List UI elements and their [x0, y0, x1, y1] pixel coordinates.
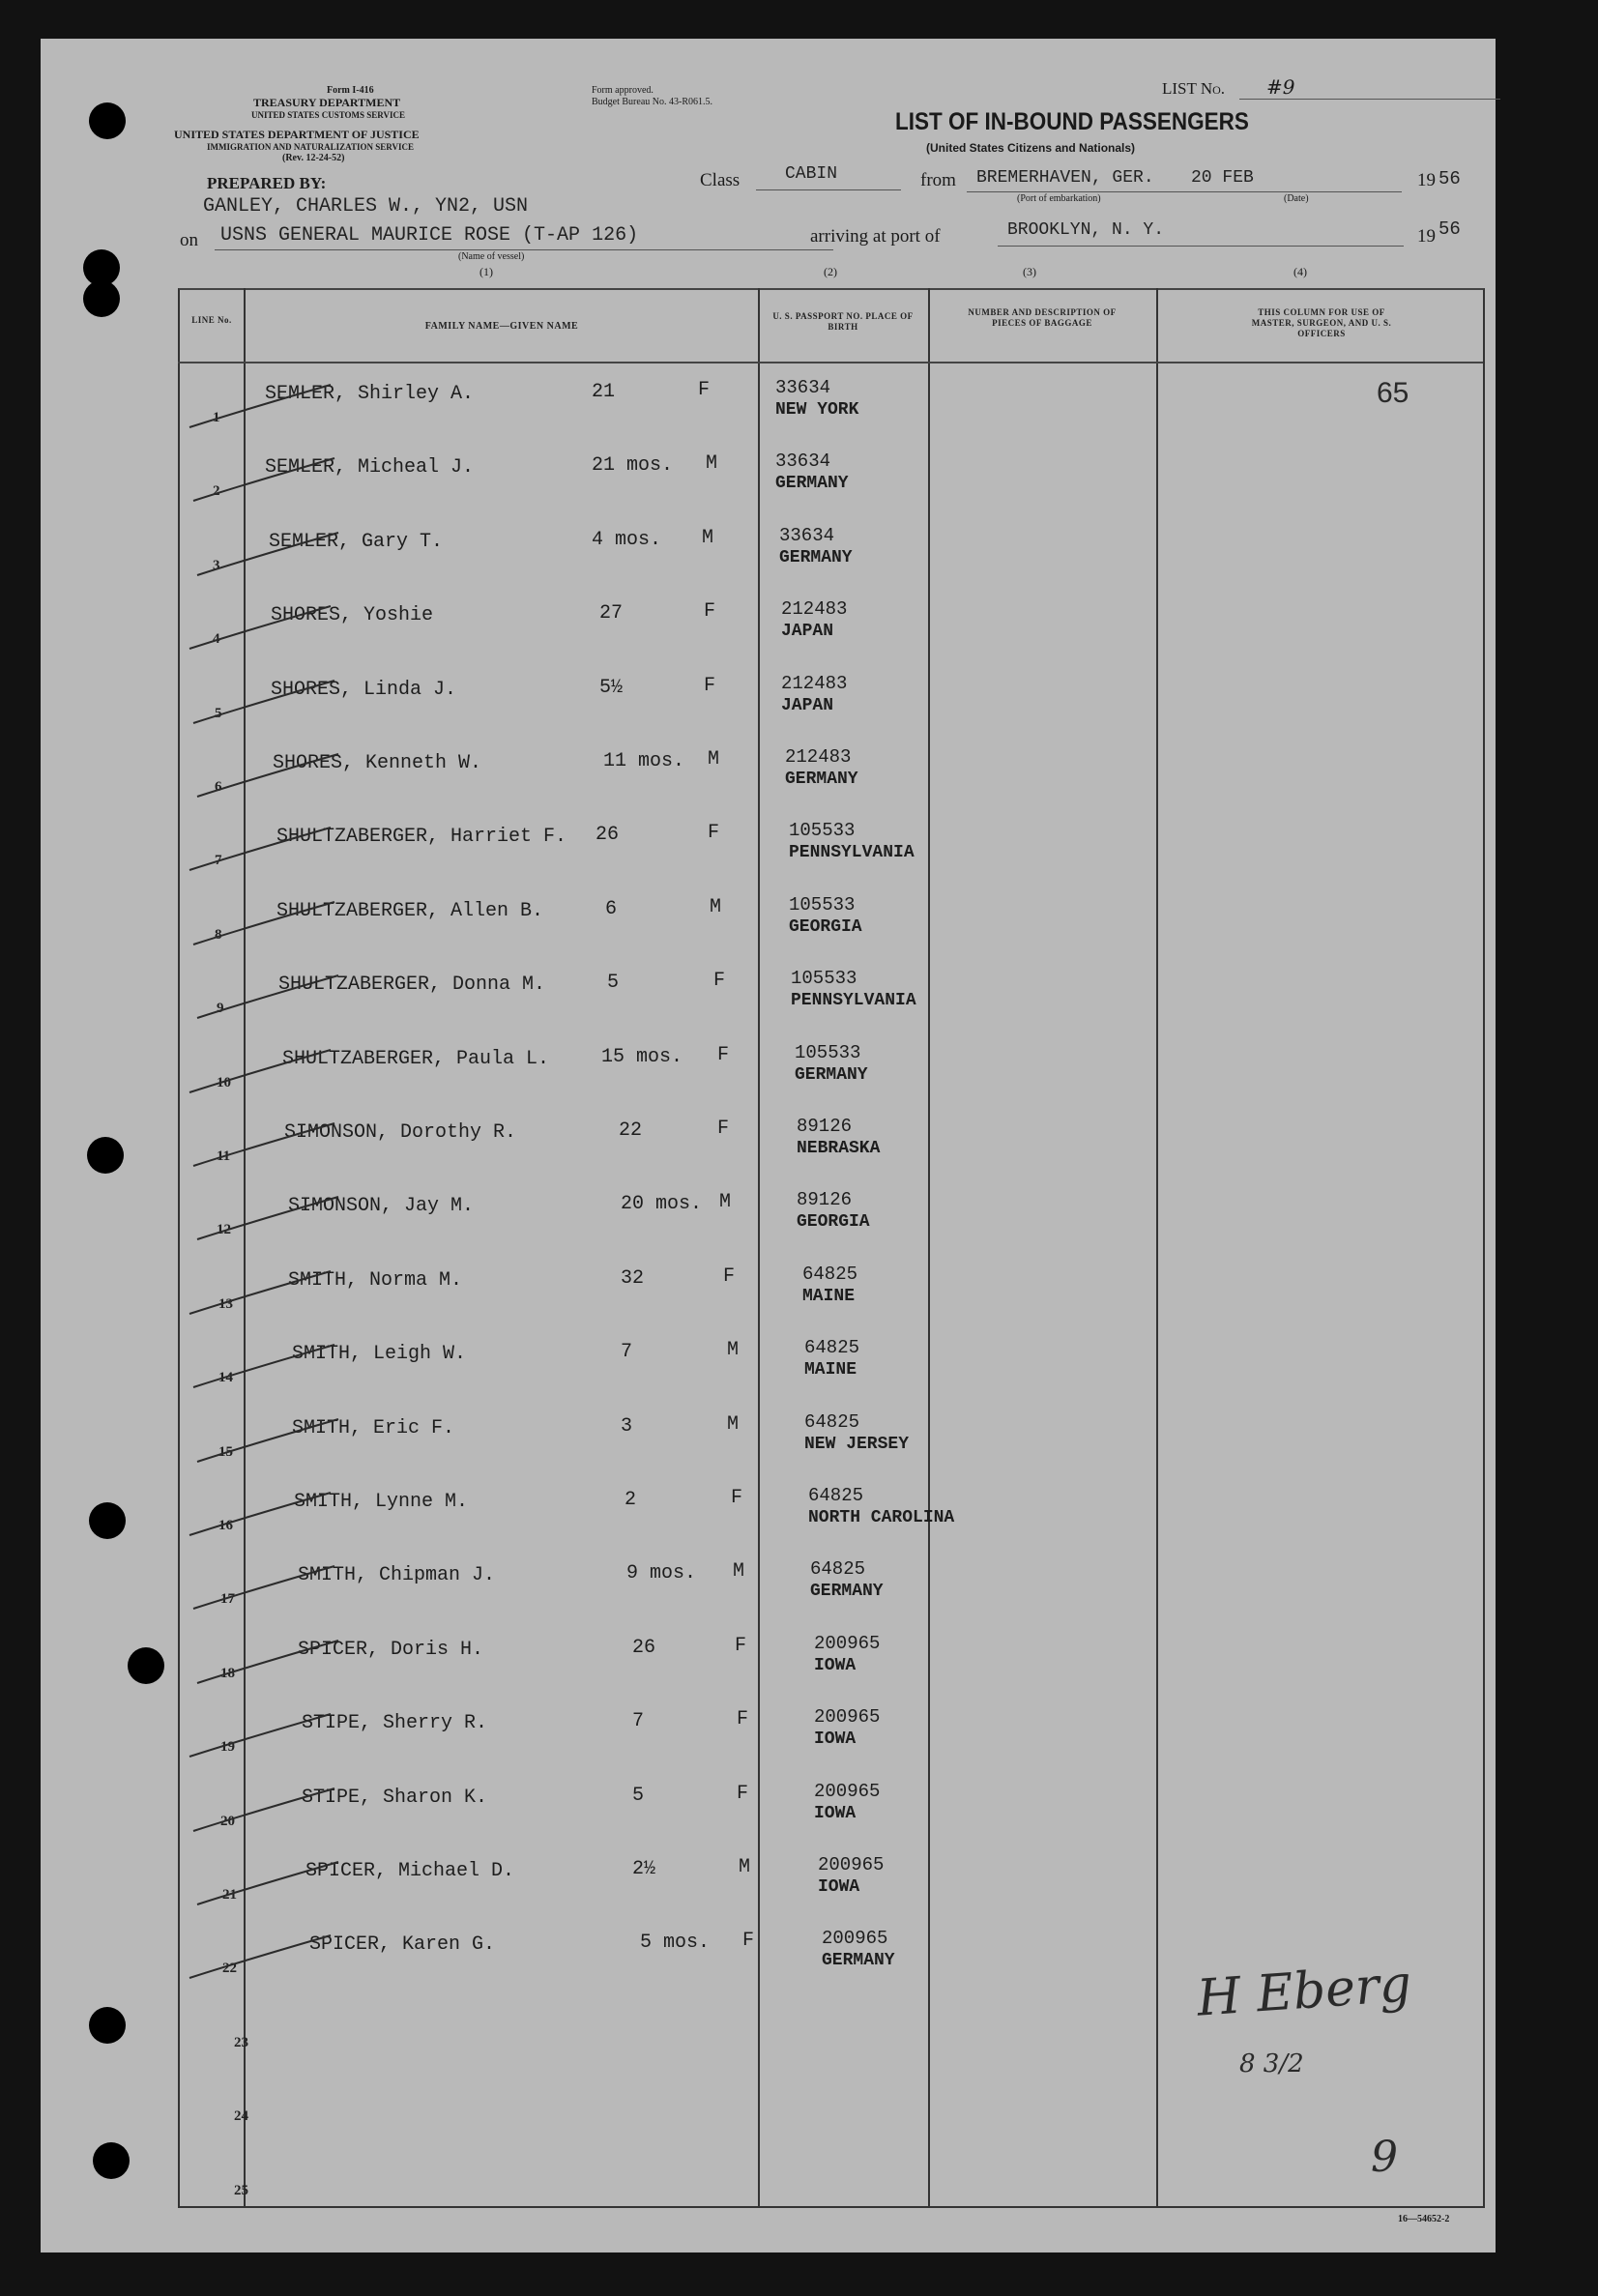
col-index-4: (4): [1293, 265, 1307, 278]
check-mark-icon: [186, 1046, 340, 1104]
passenger-name: SMITH, Lynne M.: [294, 1491, 469, 1513]
passenger-sex: F: [704, 600, 716, 624]
line-number: 19: [220, 1739, 235, 1756]
passenger-sex: M: [727, 1412, 740, 1436]
line-number: 8: [215, 926, 222, 943]
passport-number: 105533: [795, 1041, 861, 1063]
passenger-name: SIMONSON, Dorothy R.: [284, 1121, 517, 1144]
passenger-sex: F: [713, 970, 726, 993]
class-value: CABIN: [785, 164, 838, 184]
col-divider: [928, 288, 930, 2206]
page-subtitle: (United States Citizens and Nationals): [926, 141, 1136, 155]
passenger-age: 2½: [632, 1858, 656, 1880]
page-mark: 9: [1371, 2133, 1398, 2182]
check-mark-icon: [186, 381, 340, 439]
passport-number: 64825: [804, 1337, 860, 1359]
signature: H Eberg: [1195, 1955, 1413, 2028]
passenger-name: SHULTZABERGER, Harriet F.: [276, 826, 567, 849]
passenger-sex: F: [731, 1487, 743, 1509]
passport-number: 105533: [789, 820, 856, 842]
prepared-by-label: PREPARED BY:: [207, 174, 327, 192]
line-number: 22: [222, 1961, 237, 1977]
passenger-sex: M: [719, 1191, 732, 1214]
col-index-3: (3): [1023, 265, 1036, 278]
place-of-birth: JAPAN: [781, 622, 834, 642]
passport-number: 200965: [818, 1854, 885, 1875]
port-embarkation-caption: (Port of embarkation): [1017, 193, 1101, 204]
passenger-name: SHORES, Yoshie: [271, 604, 434, 627]
revision-date: (Rev. 12-24-52): [282, 153, 345, 163]
check-mark-icon: [189, 1341, 344, 1399]
line-number: 15: [218, 1443, 233, 1460]
line-number: 7: [215, 853, 222, 869]
check-mark-icon: [193, 529, 348, 587]
passenger-age: 7: [621, 1341, 633, 1364]
line-number: 21: [222, 1887, 237, 1903]
line-number: 18: [220, 1665, 235, 1681]
arrival-port: BROOKLYN, N. Y.: [1007, 220, 1165, 240]
binder-hole: [87, 1137, 124, 1174]
col-divider: [758, 288, 760, 2206]
list-number-label: LIST No.: [1162, 79, 1226, 98]
passenger-sex: F: [708, 822, 720, 845]
passport-number: 200965: [822, 1928, 888, 1950]
departure-date: 20 FEB: [1191, 168, 1254, 188]
check-mark-icon: [193, 972, 348, 1030]
check-mark-icon: [193, 1637, 348, 1695]
line-number: 6: [215, 779, 222, 795]
passport-number: 200965: [814, 1632, 881, 1654]
passenger-age: 21 mos.: [592, 454, 674, 478]
line-number: 9: [217, 1001, 224, 1017]
place-of-birth: NEW YORK: [775, 400, 859, 420]
passport-number: 33634: [775, 450, 831, 473]
passenger-name: SMITH, Norma M.: [288, 1268, 463, 1292]
passport-number: 33634: [779, 524, 835, 546]
col-header-baggage: NUMBER AND DESCRIPTION OF PIECES OF BAGGAGE: [968, 307, 1117, 328]
passenger-sex: F: [737, 1782, 749, 1805]
passenger-age: 5: [607, 972, 620, 995]
vessel-name: USNS GENERAL MAURICE ROSE (T-AP 126): [220, 224, 639, 247]
vessel-line: [215, 249, 833, 250]
check-mark-icon: [193, 1858, 348, 1916]
binder-hole: [89, 102, 126, 139]
passenger-name: SEMLER, Gary T.: [269, 530, 444, 553]
passenger-name: SEMLER, Shirley A.: [265, 383, 475, 405]
passenger-name: SMITH, Chipman J.: [298, 1564, 496, 1587]
check-mark-icon: [189, 677, 344, 735]
line-number: 17: [220, 1591, 235, 1608]
line-number: 5: [215, 705, 222, 721]
passenger-age: 5½: [599, 676, 624, 699]
page-title: LIST OF IN-BOUND PASSENGERS: [895, 108, 1249, 135]
list-number-line: [1239, 99, 1500, 100]
passenger-sex: F: [698, 379, 711, 401]
passenger-age: 11 mos.: [603, 750, 685, 772]
binder-hole: [89, 1502, 126, 1539]
from-label: from: [920, 170, 956, 190]
place-of-birth: GERMANY: [775, 474, 849, 494]
year-suffix-2: 56: [1438, 218, 1461, 240]
passenger-name: SHORES, Linda J.: [271, 678, 457, 701]
on-label: on: [180, 230, 198, 250]
check-mark-icon: [193, 1193, 348, 1251]
line-number: 11: [217, 1148, 231, 1164]
passport-number: 64825: [802, 1263, 858, 1285]
place-of-birth: GEORGIA: [797, 1212, 870, 1233]
passenger-sex: M: [710, 895, 722, 918]
place-of-birth: JAPAN: [781, 695, 834, 715]
passenger-count: 65: [1377, 377, 1409, 409]
line-number: 25: [234, 2182, 248, 2198]
place-of-birth: NORTH CAROLINA: [808, 1508, 955, 1527]
form-approved: Form approved.: [592, 85, 654, 96]
treasury-dept: TREASURY DEPARTMENT: [253, 96, 401, 109]
line-number: 16: [218, 1518, 233, 1533]
place-of-birth: MAINE: [804, 1360, 857, 1381]
signature-initials: 8 3/2: [1239, 2049, 1304, 2078]
col-header-name: FAMILY NAME—GIVEN NAME: [424, 321, 579, 332]
year-prefix-2: 19: [1417, 226, 1436, 247]
passenger-table: [178, 288, 1485, 2208]
place-of-birth: GERMANY: [822, 1951, 895, 1971]
binder-hole: [128, 1647, 164, 1684]
passenger-age: 7: [632, 1710, 645, 1733]
passenger-name: SPICER, Karen G.: [309, 1933, 496, 1957]
passport-number: 212483: [785, 746, 852, 768]
place-of-birth: IOWA: [818, 1877, 860, 1897]
col-header-line: LINE No.: [191, 315, 232, 325]
binder-hole: [83, 280, 120, 317]
place-of-birth: GEORGIA: [789, 916, 862, 937]
year-suffix-1: 56: [1438, 168, 1461, 189]
vessel-caption: (Name of vessel): [458, 251, 525, 262]
passenger-name: STIPE, Sharon K.: [302, 1786, 488, 1809]
check-mark-icon: [186, 824, 340, 882]
form-number: Form I-416: [327, 85, 374, 96]
printer-code: 16—54652-2: [1398, 2214, 1450, 2224]
passport-number: 200965: [814, 1706, 881, 1729]
passenger-sex: F: [704, 674, 716, 697]
passenger-age: 5 mos.: [640, 1932, 711, 1955]
place-of-birth: GERMANY: [810, 1582, 884, 1602]
check-mark-icon: [189, 454, 344, 512]
line-number: 14: [218, 1370, 233, 1386]
passport-number: 33634: [775, 377, 831, 398]
justice-dept: UNITED STATES DEPARTMENT OF JUSTICE: [174, 128, 420, 141]
passport-number: 64825: [804, 1410, 860, 1433]
header-divider: [178, 362, 1483, 363]
arrival-line: [998, 246, 1404, 247]
arriving-label: arriving at port of: [810, 226, 941, 247]
place-of-birth: PENNSYLVANIA: [791, 991, 916, 1011]
passenger-sex: F: [723, 1264, 736, 1288]
passenger-age: 9 mos.: [626, 1562, 697, 1585]
passenger-age: 22: [619, 1119, 643, 1142]
passenger-age: 5: [632, 1784, 645, 1807]
line-number: 1: [213, 410, 220, 425]
passenger-sex: F: [737, 1708, 749, 1731]
check-mark-icon: [186, 1932, 340, 1990]
place-of-birth: NEBRASKA: [797, 1139, 881, 1158]
passport-number: 64825: [808, 1485, 864, 1506]
place-of-birth: NEW JERSEY: [804, 1434, 910, 1454]
passenger-name: SMITH, Eric F.: [292, 1416, 455, 1439]
list-number-value: #9: [1266, 75, 1295, 99]
budget-bureau: Budget Bureau No. 43-R061.5.: [592, 97, 712, 107]
line-number: 20: [220, 1813, 235, 1829]
passenger-age: 26: [632, 1636, 656, 1659]
date-caption: (Date): [1284, 193, 1309, 204]
passenger-sex: F: [717, 1043, 730, 1066]
line-number: 2: [213, 483, 220, 500]
place-of-birth: IOWA: [814, 1655, 857, 1675]
place-of-birth: PENNSYLVANIA: [789, 843, 915, 863]
place-of-birth: IOWA: [814, 1729, 857, 1750]
place-of-birth: MAINE: [802, 1286, 856, 1306]
form-page: [41, 39, 1496, 2252]
passenger-sex: M: [708, 748, 720, 770]
line-number: 12: [217, 1222, 231, 1238]
check-mark-icon: [186, 1267, 340, 1325]
place-of-birth: GERMANY: [779, 547, 853, 567]
passenger-name: SHULTZABERGER, Allen B.: [276, 899, 544, 922]
col-divider: [1156, 288, 1158, 2206]
check-mark-icon: [189, 898, 344, 956]
passport-number: 200965: [814, 1780, 881, 1802]
passport-number: 105533: [791, 968, 857, 990]
passport-number: 89126: [797, 1189, 853, 1211]
passenger-sex: F: [742, 1930, 755, 1953]
passenger-name: STIPE, Sherry R.: [302, 1712, 488, 1735]
passenger-name: SPICER, Michael D.: [305, 1860, 515, 1882]
passport-number: 105533: [789, 893, 856, 915]
check-mark-icon: [189, 1119, 344, 1177]
place-of-birth: IOWA: [814, 1803, 857, 1823]
passenger-age: 21: [592, 381, 616, 403]
check-mark-icon: [186, 1489, 340, 1547]
passenger-name: SPICER, Doris H.: [298, 1638, 484, 1661]
passenger-sex: M: [702, 526, 714, 549]
passenger-name: SEMLER, Micheal J.: [265, 456, 475, 480]
line-number: 3: [213, 557, 220, 573]
passenger-age: 26: [596, 824, 620, 847]
check-mark-icon: [186, 602, 340, 660]
col-index-1: (1): [479, 265, 493, 278]
line-number: 13: [218, 1295, 233, 1312]
passenger-sex: F: [717, 1118, 730, 1140]
passenger-sex: M: [706, 452, 718, 476]
year-prefix-1: 19: [1417, 170, 1436, 190]
passenger-age: 6: [605, 897, 618, 920]
passenger-sex: M: [727, 1339, 740, 1362]
passenger-age: 3: [621, 1414, 633, 1438]
check-mark-icon: [193, 1415, 348, 1473]
passenger-name: SHORES, Kenneth W.: [273, 752, 482, 774]
passenger-sex: M: [733, 1560, 745, 1584]
passenger-sex: M: [739, 1856, 751, 1878]
passenger-age: 2: [625, 1489, 637, 1511]
from-port: BREMERHAVEN, GER.: [976, 168, 1154, 188]
passport-number: 64825: [810, 1558, 866, 1581]
preparer-name: GANLEY, CHARLES W., YN2, USN: [203, 195, 529, 218]
class-line: [756, 189, 901, 190]
binder-hole: [93, 2142, 130, 2179]
passenger-age: 27: [599, 602, 624, 625]
passenger-name: SIMONSON, Jay M.: [288, 1195, 475, 1218]
passenger-sex: F: [735, 1634, 747, 1657]
col-index-2: (2): [824, 265, 837, 278]
passport-number: 212483: [781, 598, 848, 621]
check-mark-icon: [189, 1785, 344, 1843]
col-header-officers: THIS COLUMN FOR USE OF MASTER, SURGEON, AND U. S. OFFICERS: [1251, 307, 1392, 338]
passenger-age: 32: [621, 1266, 645, 1290]
line-number: 10: [217, 1074, 231, 1090]
check-mark-icon: [189, 1562, 344, 1620]
passenger-name: SMITH, Leigh W.: [292, 1343, 467, 1366]
passport-number: 89126: [797, 1116, 853, 1137]
passenger-name: SHULTZABERGER, Paula L.: [282, 1047, 550, 1070]
check-mark-icon: [186, 1710, 340, 1768]
line-number: 23: [234, 2034, 248, 2050]
passenger-age: 15 mos.: [601, 1045, 683, 1068]
col-header-passport: U. S. PASSPORT NO. PLACE OF BIRTH: [772, 311, 914, 332]
from-line: [967, 191, 1402, 192]
passenger-age: 4 mos.: [592, 528, 662, 551]
check-mark-icon: [193, 750, 348, 808]
passenger-name: SHULTZABERGER, Donna M.: [278, 974, 546, 997]
customs-service: UNITED STATES CUSTOMS SERVICE: [251, 110, 405, 120]
passenger-age: 20 mos.: [621, 1193, 703, 1216]
passport-number: 212483: [781, 672, 848, 694]
place-of-birth: GERMANY: [795, 1064, 868, 1085]
line-number: 4: [213, 631, 220, 648]
line-number: 24: [234, 2108, 248, 2125]
class-label: Class: [700, 170, 741, 190]
place-of-birth: GERMANY: [785, 770, 858, 789]
ins-service: IMMIGRATION AND NATURALIZATION SERVICE: [207, 142, 414, 152]
binder-hole: [89, 2007, 126, 2044]
